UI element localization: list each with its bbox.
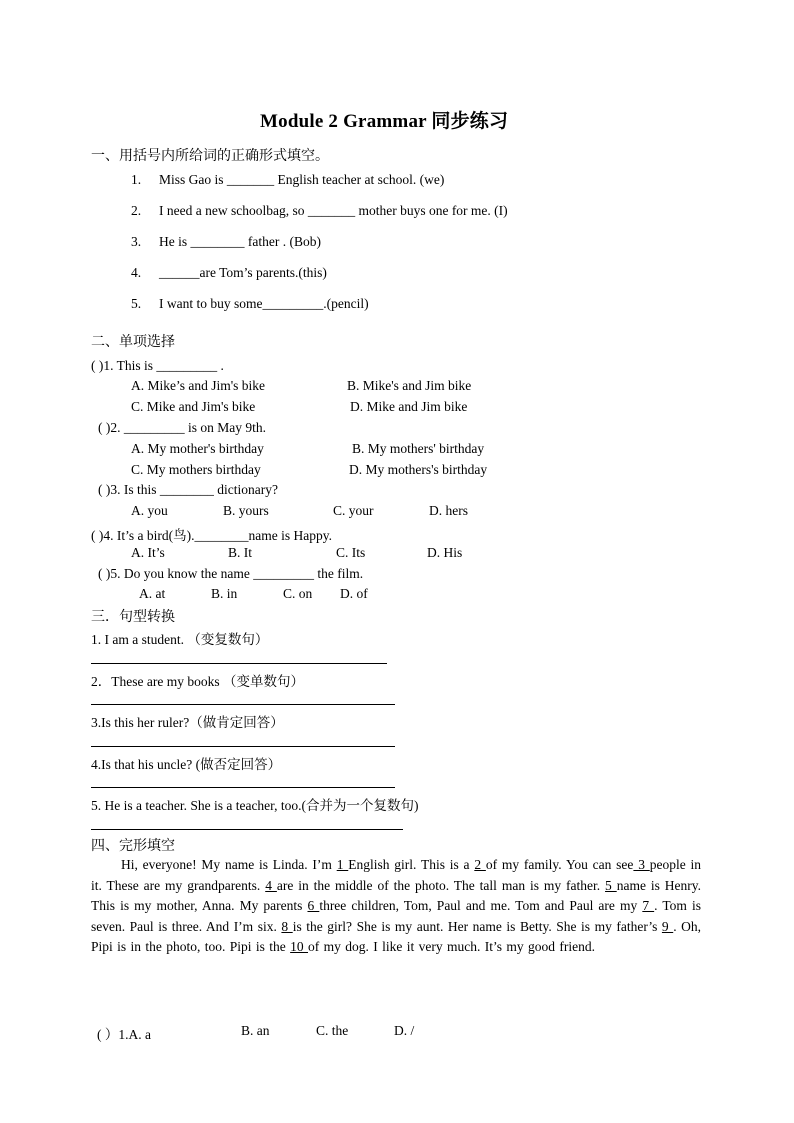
answer-line xyxy=(91,704,395,705)
s1-item-text: ______are Tom’s parents.(this) xyxy=(159,265,327,280)
section4-heading: 四、完形填空 xyxy=(91,838,175,854)
s2-option-b: B. yours xyxy=(223,503,269,518)
s2-question: ( )1. This is _________ . xyxy=(91,358,224,373)
s2-option-c: C. Its xyxy=(336,545,366,560)
cloze-question: ( ）1.A. a xyxy=(97,1027,151,1042)
blank-6: 6 xyxy=(307,898,320,914)
s2-option-d: D. of xyxy=(340,586,368,601)
s2-option-a: A. you xyxy=(131,503,168,518)
page-title: Module 2 Grammar 同步练习 xyxy=(260,111,509,132)
blank-7: 7 xyxy=(642,898,655,914)
passage-text: . Tom is seven. Paul is three. And I’m six. xyxy=(91,898,701,934)
s3-item: 1. I am a student. （变复数句） xyxy=(91,632,269,647)
s3-item: 4.Is that his uncle? (做否定回答） xyxy=(91,757,282,772)
section3-heading: 三．句型转换 xyxy=(91,609,175,625)
blank-10: 10 xyxy=(290,939,309,955)
s2-option-a: A. at xyxy=(139,586,166,601)
answer-line xyxy=(91,746,395,747)
s3-item: 2．These are my books （变单数句） xyxy=(91,674,304,689)
s1-item-num: 5. xyxy=(131,296,142,311)
s1-item-text: He is ________ father . (Bob) xyxy=(159,234,321,249)
s3-item: 5. He is a teacher. She is a teacher, too.(合并为一个复数句) xyxy=(91,798,419,813)
passage-text: . Oh, Pipi is in the photo, too. Pipi is the xyxy=(91,918,702,955)
s2-option-c: C. Mike and Jim's bike xyxy=(131,399,256,414)
s2-option-c: C. your xyxy=(333,503,374,518)
section1-heading: 一、用括号内所给词的正确形式填空。 xyxy=(91,148,329,164)
s2-option-c: C. My mothers birthday xyxy=(131,462,261,477)
s1-item-num: 1. xyxy=(131,172,142,187)
blank-3: 3 xyxy=(633,857,650,872)
section2-heading: 二、单项选择 xyxy=(91,334,175,350)
s2-option-a: A. My mother's birthday xyxy=(131,441,264,456)
s1-item-num: 2. xyxy=(131,203,142,218)
s2-option-d: D. hers xyxy=(429,503,468,518)
passage-text: English girl. This is a xyxy=(348,857,475,872)
s1-item-num: 4. xyxy=(131,265,142,280)
passage-text: are in the middle of the photo. The tall man is my father. xyxy=(276,877,606,893)
s2-question: ( )3. Is this ________ dictionary? xyxy=(98,482,278,497)
answer-line xyxy=(91,787,395,788)
s2-question: ( )5. Do you know the name _________ the film. xyxy=(98,566,364,581)
blank-1: 1 xyxy=(336,857,349,872)
cloze-option-c: C. the xyxy=(316,1023,349,1038)
blank-8: 8 xyxy=(281,918,293,934)
s2-option-d: D. His xyxy=(427,545,463,560)
passage-text: is the girl? She is my aunt. Her name is Betty. She is my father’s xyxy=(292,918,662,934)
s2-option-b: B. Mike's and Jim bike xyxy=(347,378,472,393)
blank-5: 5 xyxy=(605,877,617,893)
cloze-option-b: B. an xyxy=(241,1023,270,1038)
s1-item-num: 3. xyxy=(131,234,142,249)
s2-question: ( )2. _________ is on May 9th. xyxy=(98,420,266,435)
blank-9: 9 xyxy=(661,918,674,934)
s1-item-text: Miss Gao is _______ English teacher at school. (we) xyxy=(159,172,445,187)
passage-text: Hi, everyone! My name is Linda. I’m xyxy=(121,857,337,872)
cloze-passage xyxy=(91,855,701,958)
s2-option-b: B. My mothers' birthday xyxy=(352,441,485,456)
blank-4: 4 xyxy=(265,877,277,893)
s2-option-d: D. My mothers's birthday xyxy=(349,462,488,477)
s3-item: 3.Is this her ruler?（做肯定回答） xyxy=(91,715,284,730)
passage-text: of my dog. I like it very much. It’s my good friend. xyxy=(308,939,595,955)
s1-item-text: I want to buy some_________.(pencil) xyxy=(159,296,369,311)
answer-line xyxy=(91,663,387,664)
s2-option-b: B. It xyxy=(228,545,253,560)
answer-line xyxy=(91,829,403,830)
s2-option-c: C. on xyxy=(283,586,313,601)
s2-option-b: B. in xyxy=(211,586,238,601)
s2-option-d: D. Mike and Jim bike xyxy=(350,399,468,414)
s2-option-a: A. It’s xyxy=(131,545,165,560)
s2-question: ( )4. It’s a bird(鸟).________name is Happy. xyxy=(91,528,332,543)
s2-option-a: A. Mike’s and Jim's bike xyxy=(131,378,266,393)
cloze-option-d: D. / xyxy=(394,1023,415,1038)
passage-text: people in it. These are my grandparents. xyxy=(91,857,702,893)
passage-text: three children, Tom, Paul and me. Tom and Paul are my xyxy=(319,898,643,914)
s1-item-text: I need a new schoolbag, so _______ mother buys one for me. (I) xyxy=(159,203,508,218)
passage-text: name is Henry. This is my mother, Anna. My parents xyxy=(91,877,701,914)
blank-2: 2 xyxy=(474,857,486,872)
passage-text: of my family. You can see xyxy=(485,857,634,872)
